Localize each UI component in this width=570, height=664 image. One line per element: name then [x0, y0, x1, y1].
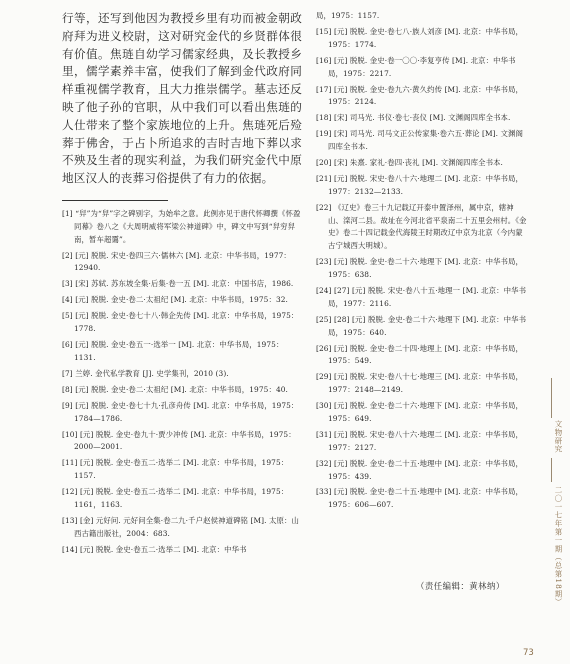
- footnotes-right: [316, 10, 528, 512]
- footnote: [21] [元] 脱脱. 宋史·卷八十六·地理二 [M]. 北京：中华书局，1977：2132—2133.: [316, 174, 524, 196]
- footnote: [32] [元] 脱脱. 金史·卷二十五·地理中 [M]. 北京：中华书局，1975：439.: [316, 458, 524, 481]
- footnote: [22] 《辽史》卷三十九记载辽开泰中置泽州，属中京，辖神山、滦河二县。故址在今河北省平泉南二十五里会州村。《金史》卷二十四记载金代海陵王时期改辽中京为北京（今内蒙古宁城西大明城）。: [316, 202, 527, 251]
- footnote: [12] [元] 脱脱. 金史·卷五二·选举二 [M]. 北京：中华书局，1975：1161，1163.: [62, 487, 289, 509]
- footnote: [26] [元] 脱脱. 金史·卷二十四·地理上 [M]. 北京：中华书局，1975：549.: [316, 343, 524, 366]
- footnote: [25] [28] [元] 脱脱. 金史·卷二十六·地理下 [M]. 北京：中华书局，1975：640.: [316, 314, 527, 337]
- footnote: [16] [元] 脱脱. 金史·卷一〇〇·李复亨传 [M]. 北京：中华书局，1975：2217.: [316, 55, 516, 78]
- footnote: [23] [元] 脱脱. 金史·卷二十六·地理下 [M]. 北京：中华书局，1975：638.: [316, 257, 524, 280]
- footnote: [17] [元] 脱脱. 金史·卷九六·黄久约传 [M]. 北京：中华书局，1975：2124.: [316, 84, 524, 107]
- footnote: [15] [元] 脱脱. 金史·卷七八·族人刘彦 [M]. 北京：中华书局，1975：1774.: [316, 26, 524, 49]
- footnote: [9] [元] 脱脱. 金史·卷七十九·孔彦舟传 [M]. 北京：中华书局，1975：1784—1786.: [62, 400, 299, 423]
- footnote-divider: [62, 200, 168, 201]
- issue-label: 二〇一七年第一期（总第18期）: [554, 486, 563, 607]
- footnote: [29] [元] 脱脱. 宋史·卷八十七·地理三 [M]. 北京：中华书局，1977：2148—2149.: [316, 372, 524, 395]
- footnote: [19] [宋] 司马光. 司马文正公传家集·卷六五·葬论 [M]. 文渊阁四库全书本.: [316, 129, 524, 152]
- footnote: [20] [宋] 朱熹. 家礼·卷四·丧礼 [M]. 文渊阁四库全书本.: [316, 158, 504, 168]
- right-column: [316, 10, 528, 515]
- footnote: [14] [元] 脱脱. 金史·卷五二·选举二 [M]. 北京：中华书: [62, 544, 247, 554]
- side-rule-middle: [551, 458, 552, 482]
- footnote: [1] “舁”为“舁”字之碑别字，为始牟之意。此例亦见于唐代怀卿撰《怀盈同幕》卷八之《大周明威将军梁公神道碑》中，碑文中写到“舁穷舁南，暂车超霭”。: [62, 208, 301, 244]
- footnote: [8] [元] 脱脱. 金史·卷二·太祖纪 [M]. 北京：中华书局，1975：40.: [62, 384, 288, 394]
- side-rule-top: [551, 378, 552, 418]
- footnote: [13] [金] 元好问. 元好问全集·卷二九·千户赵侯神道碑铭 [M]. 太原：山西古籍出版社，2004：683.: [62, 515, 299, 538]
- footnote: [6] [元] 脱脱. 金史·卷五一·选举一 [M]. 北京：中华书局，1975：1131.: [62, 340, 284, 362]
- footnote: [4] [元] 脱脱. 金史·卷二·太祖纪 [M]. 北京：中华书局，1975：32.: [62, 295, 288, 305]
- footnote: [3] [宋] 苏轼. 苏东坡全集·后集·卷一五 [M]. 北京：中国书店，1986.: [62, 279, 294, 289]
- footnote: [10] [元] 脱脱. 金史·卷九十·贾少冲传 [M]. 北京：中华书局，1975：2000—2001.: [62, 429, 296, 452]
- responsible-editor: （责任编辑：黄林纳）: [416, 581, 505, 591]
- footnote: [24] [27] [元] 脱脱. 宋史·卷八十五·地理一 [M]. 北京：中华书局，1977：2116.: [316, 286, 527, 308]
- footnote: [11] [元] 脱脱. 金史·卷五二·选举二 [M]. 北京：中华书局，1975：1157.: [62, 458, 289, 481]
- journal-name: 文物研究: [554, 420, 563, 454]
- footnote: [33] [元] 脱脱. 金史·卷二十五·地理中 [M]. 北京：中华书局，1975：606—607.: [316, 487, 524, 510]
- footnote: [18] [宋] 司马光. 书仪·卷七·丧仪 [M]. 文渊阁四库全书本.: [316, 113, 511, 123]
- left-column: [62, 10, 302, 560]
- article-body-text: 行等，还写到他因为教授乡里有功而被金朝政府拜为进义校尉，这对研究金代的乡贤群体很有价值。焦琏自幼学习儒家经典，及长教授乡里，儒学素养丰富，使我们了解到金代政府同样重视儒学教育，且大力推崇儒学。墓志还反映了他子孙的官职，从中我们可以看出焦琏的人仕带来了整个家族地位的上升。焦琏死后殓葬于佛舍，于占卜所追求的吉时吉地下葬以求不殃及生者的现实利益，为我们研究金代中原地区汉人的丧葬习俗提供了有力的依据。: [62, 11, 302, 186]
- page-number: 73: [523, 648, 534, 658]
- footnote: [5] [元] 脱脱. 金史·卷七十八·韩企先传 [M]. 北京：中华书局，1975：1778.: [62, 311, 299, 334]
- footnote: [30] [元] 脱脱. 金史·卷二十六·地理下 [M]. 北京：中华书局，1975：649.: [316, 401, 524, 423]
- footnote: [31] [元] 脱脱. 宋史·卷八十六·地理二 [M]. 北京：中华书局，1977：2127.: [316, 429, 524, 452]
- footnote: 局，1975：1157.: [316, 11, 380, 20]
- footnote: [7] 兰婷. 金代私学教育 [J]. 史学集刊，2010 (3).: [62, 368, 229, 378]
- footnote: [2] [元] 脱脱. 宋史·卷四三六·儒林六 [M]. 北京：中华书局，1977：12940.: [62, 250, 291, 273]
- footnotes-left: [62, 208, 302, 557]
